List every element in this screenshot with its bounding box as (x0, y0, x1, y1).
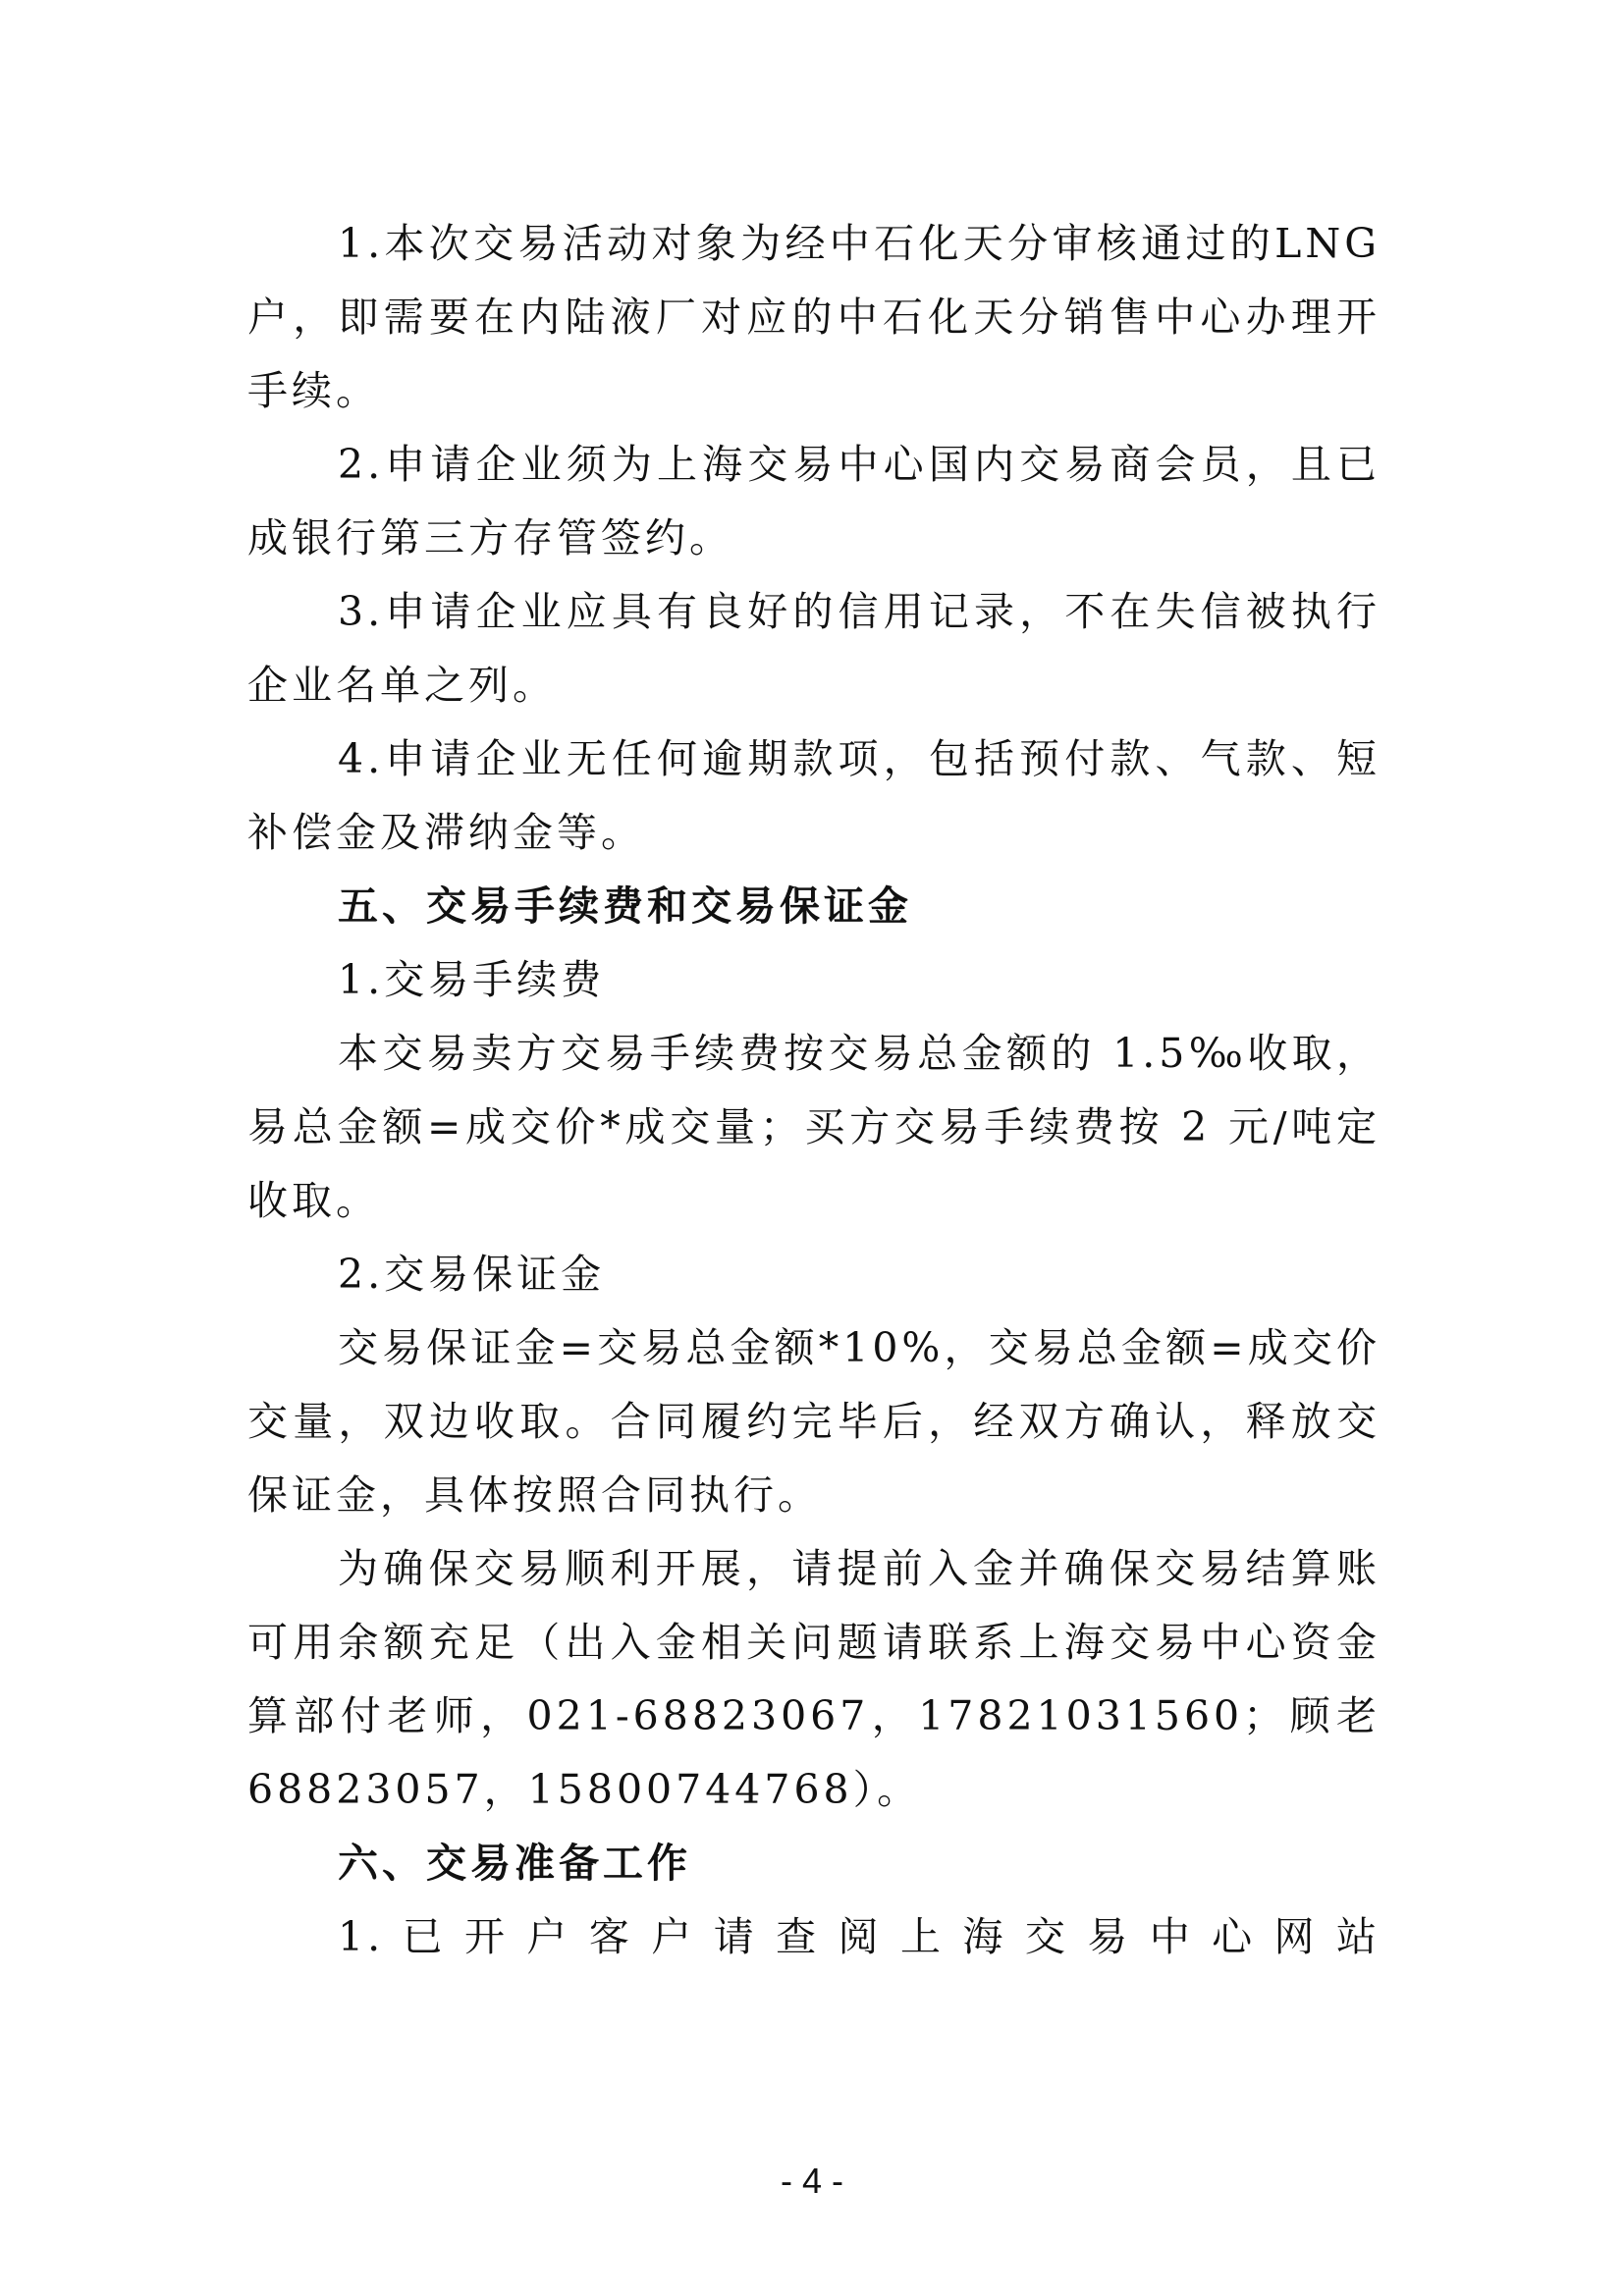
paragraph-line: 本交易卖方交易手续费按交易总金额的 1.5‰收取， (338, 1030, 1380, 1077)
subheading-line: 1.交易手续费 (338, 956, 606, 1003)
paragraph-line: 4.申请企业无任何逾期款项，包括预付款、气款、短 (338, 735, 1380, 782)
paragraph-line: 补偿金及滞纳金等。 (247, 809, 645, 856)
paragraph-line: 保证金，具体按照合同执行。 (247, 1471, 822, 1519)
page-number: - 4 - (780, 2161, 843, 2201)
paragraph-line: 2.申请企业须为上海交易中心国内交易商会员，且已 (338, 441, 1380, 488)
subheading-line: 2.交易保证金 (338, 1251, 606, 1298)
paragraph-line: 为确保交易顺利开展，请提前入金并确保交易结算账 (338, 1545, 1380, 1592)
paragraph-line: 交量，双边收取。合同履约完毕后，经双方确认，释放交 (247, 1398, 1380, 1445)
paragraph-line: 户，即需要在内陆液厂对应的中石化天分销售中心办理开 (247, 294, 1380, 341)
section-heading-5: 五、交易手续费和交易保证金 (338, 882, 912, 930)
paragraph-line: 1.已开户客户请查阅上海交易中心网站 (338, 1913, 1380, 1960)
paragraph-line: 成银行第三方存管签约。 (247, 514, 733, 561)
paragraph-line: 交易保证金=交易总金额*10%，交易总金额=成交价 (338, 1324, 1380, 1371)
paragraph-line: 企业名单之列。 (247, 662, 557, 709)
paragraph-line: 3.申请企业应具有良好的信用记录，不在失信被执行 (338, 588, 1380, 635)
paragraph-line: 可用余额充足（出入金相关问题请联系上海交易中心资金 (247, 1619, 1380, 1666)
paragraph-line: 算部付老师，021-68823067，17821031560；顾老 (247, 1692, 1380, 1739)
section-heading-6: 六、交易准备工作 (338, 1840, 691, 1887)
paragraph-line: 68823057，15800744768）。 (247, 1766, 922, 1813)
paragraph-line: 1.本次交易活动对象为经中石化天分审核通过的LNG (338, 220, 1380, 267)
paragraph-line: 手续。 (247, 367, 380, 414)
paragraph-line: 收取。 (247, 1177, 380, 1224)
paragraph-line: 易总金额=成交价*成交量；买方交易手续费按 2 元/吨定 (247, 1103, 1380, 1150)
